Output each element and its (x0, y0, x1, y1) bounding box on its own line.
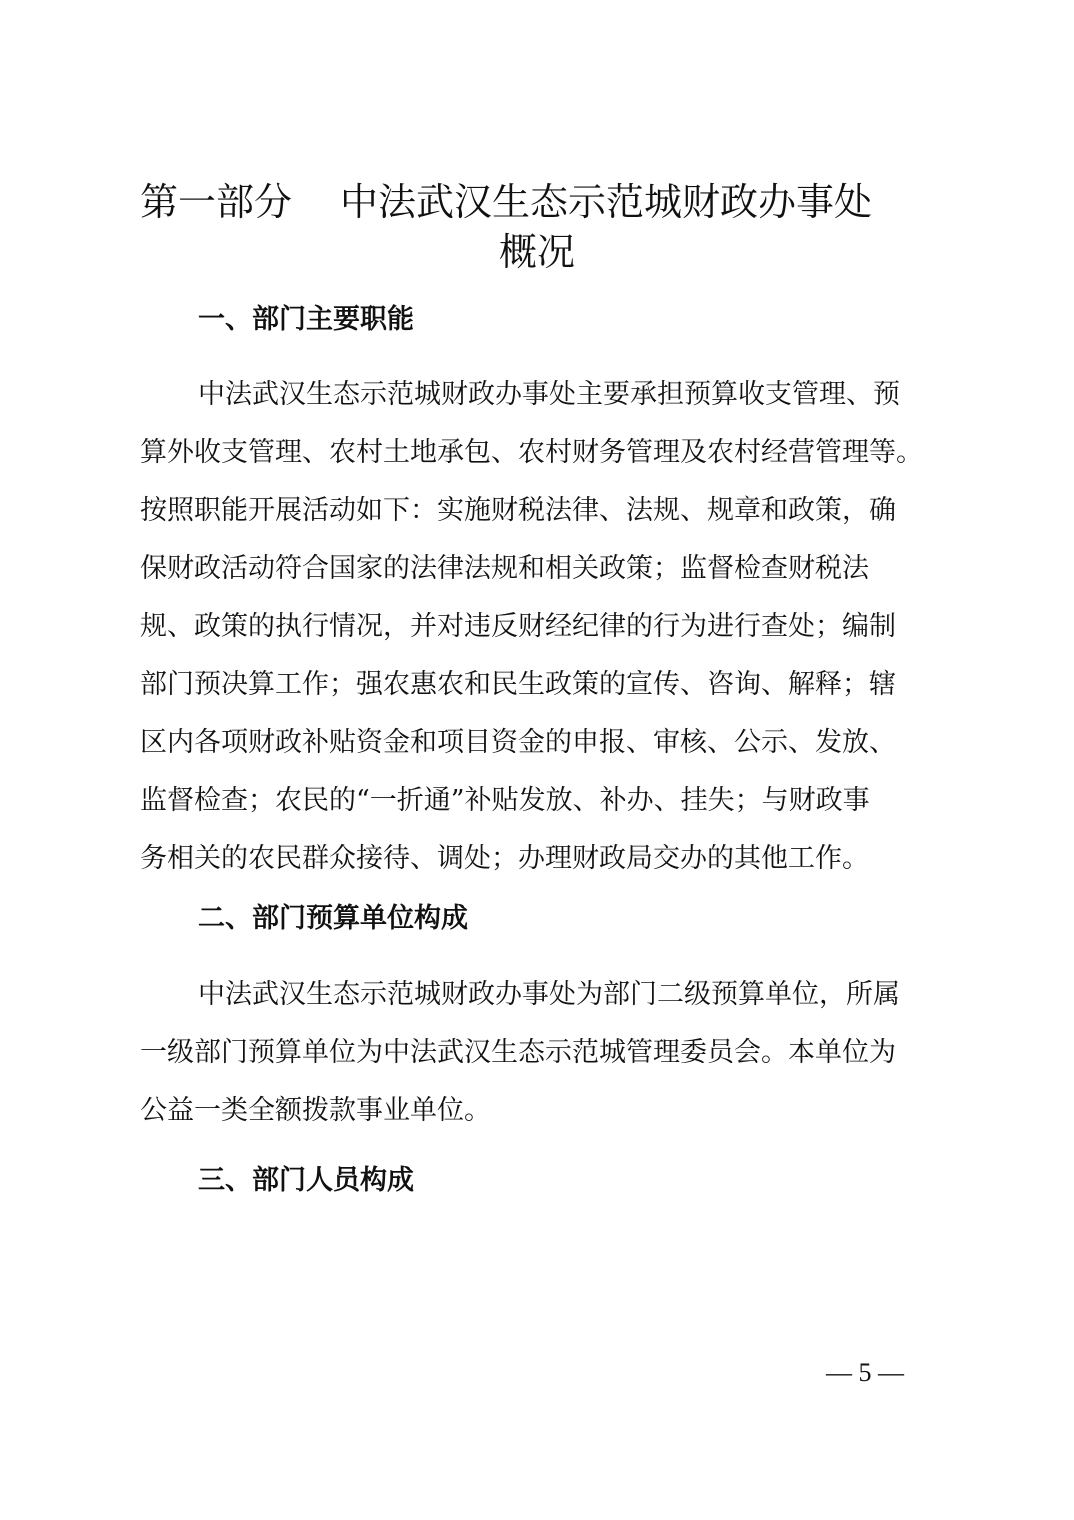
paragraph-line: 一级部门预算单位为中法武汉生态示范城管理委员会。本单位为 (140, 1037, 896, 1068)
section-heading-budget-units: 二、部门预算单位构成 (198, 903, 468, 934)
paragraph-line: 区内各项财政补贴资金和项目资金的申报、审核、公示、发放、 (140, 727, 896, 758)
title-part: 第一部分 (140, 180, 293, 224)
paragraph-line: 公益一类全额拨款事业单位。 (140, 1095, 491, 1126)
paragraph-line: 监督检查；农民的“一折通”补贴发放、补办、挂失；与财政事 (140, 785, 870, 816)
section-body-budget-units (140, 966, 940, 1140)
paragraph-line: 算外收支管理、农村土地承包、农村财务管理及农村经营管理等。 (140, 437, 923, 468)
paragraph-line: 中法武汉生态示范城财政办事处主要承担预算收支管理、预 (198, 379, 900, 410)
page-title-line1 (140, 176, 940, 228)
page-number: — 5 — (826, 1358, 904, 1387)
section-heading-functions: 一、部门主要职能 (198, 304, 414, 335)
section-heading-staff: 三、部门人员构成 (198, 1165, 414, 1196)
paragraph-line: 中法武汉生态示范城财政办事处为部门二级预算单位，所属 (198, 979, 900, 1010)
page-title-line2: 概况 (498, 230, 575, 274)
paragraph-line: 规、政策的执行情况，并对违反财经纪律的行为进行查处；编制 (140, 611, 896, 642)
section-body-functions (140, 366, 940, 888)
paragraph-line: 保财政活动符合国家的法律法规和相关政策；监督检查财税法 (140, 553, 869, 584)
paragraph-line: 务相关的农民群众接待、调处；办理财政局交办的其他工作。 (140, 843, 869, 874)
paragraph-line: 部门预决算工作；强农惠农和民生政策的宣传、咨询、解释；辖 (140, 669, 896, 700)
paragraph-line: 按照职能开展活动如下：实施财税法律、法规、规章和政策，确 (140, 495, 896, 526)
title-name: 中法武汉生态示范城财政办事处 (340, 180, 873, 224)
